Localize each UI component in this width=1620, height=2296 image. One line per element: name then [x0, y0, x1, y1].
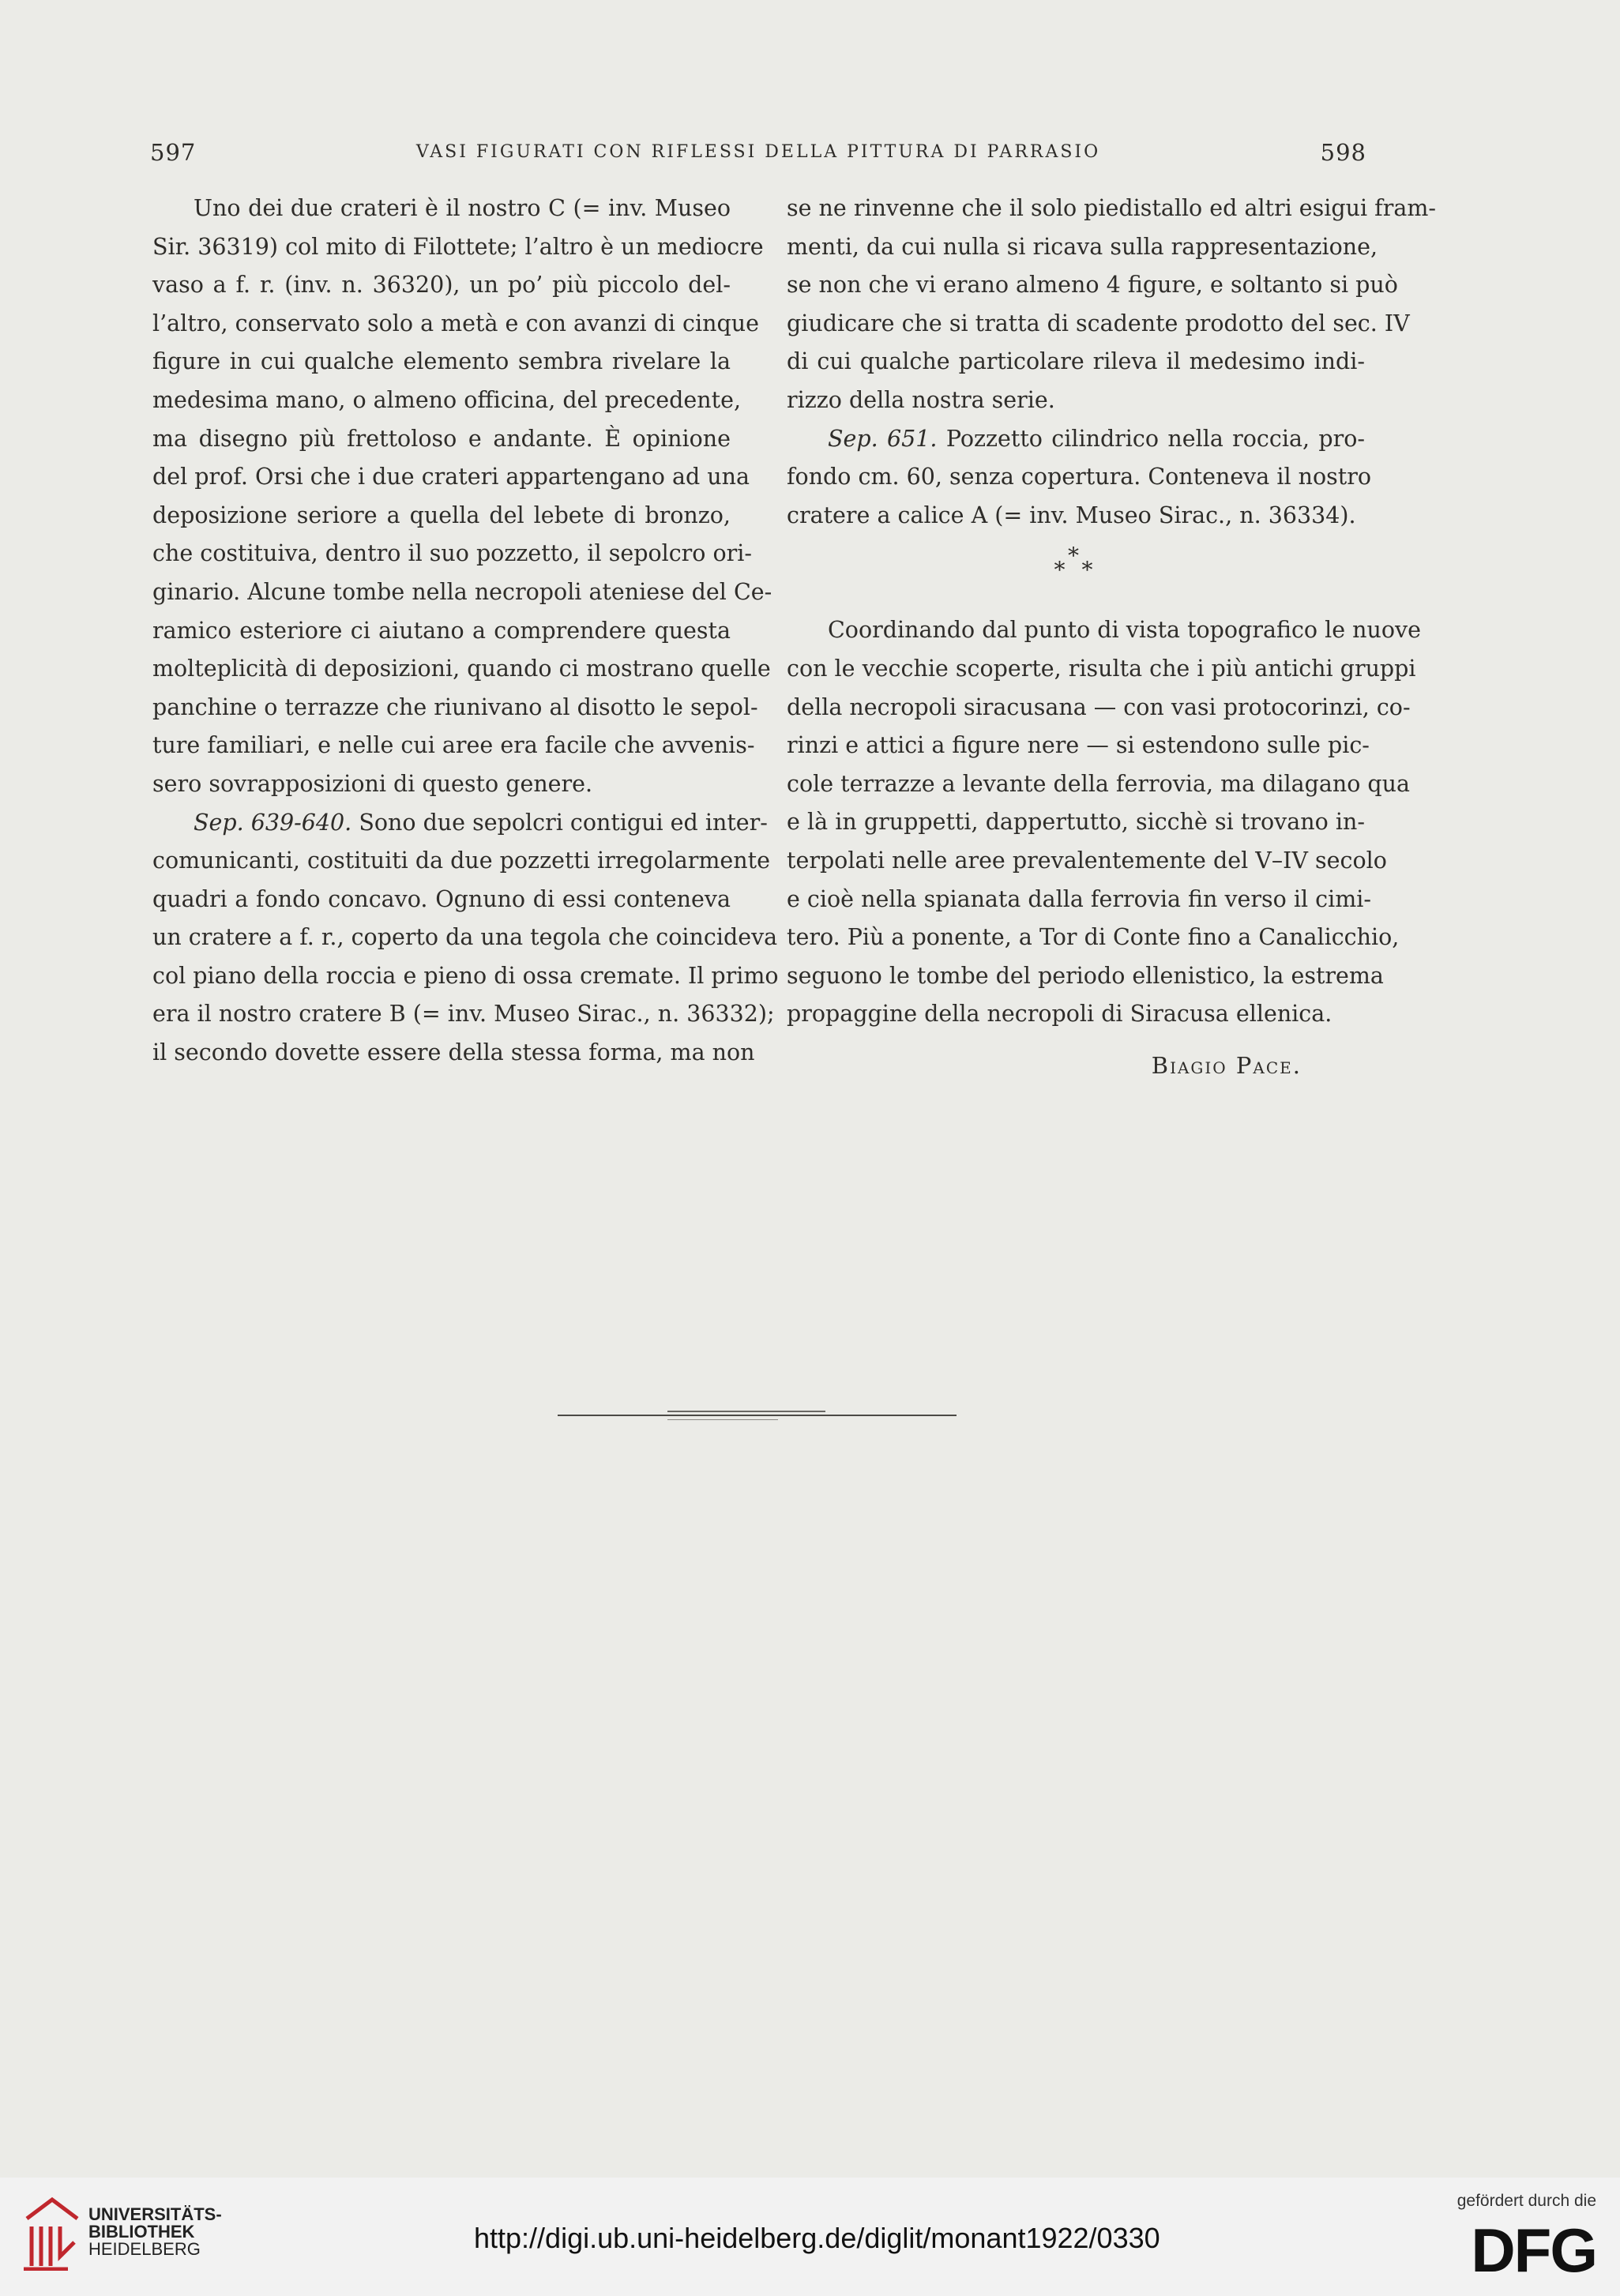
- end-rule-long: [558, 1415, 957, 1416]
- text-line: seguono le tombe del periodo ellenistico, la estrema: [787, 962, 1384, 989]
- asterism: [787, 535, 1365, 611]
- text-line: cratere a calice A (= inv. Museo Sirac., n. 36334).: [787, 502, 1356, 528]
- text-line: cole terrazze a levante della ferrovia, ma dilagano qua: [787, 770, 1411, 797]
- text-line: Sir. 36319) col mito di Filottete; l’altro è un mediocre: [152, 233, 764, 260]
- text-line: terpolati nelle aree prevalentemente del V–IV secolo: [787, 847, 1387, 874]
- text-line: il secondo dovette essere della stessa forma, ma non: [152, 1039, 755, 1066]
- author-signature: Biagio Pace.: [1151, 1051, 1302, 1079]
- text-line: l’altro, conservato solo a metà e con avanzi di cinque: [152, 310, 759, 336]
- text-line: con le vecchie scoperte, risulta che i più antichi gruppi: [787, 655, 1416, 682]
- paragraph-first-line: [152, 804, 768, 843]
- ub-heidelberg-logo-icon: [21, 2195, 84, 2271]
- dfg-logo: DFG: [1471, 2215, 1596, 2285]
- left-column: [152, 190, 779, 1073]
- running-title: VASI FIGURATI CON RIFLESSI DELLA PITTURA DI PARRASIO: [415, 142, 1101, 162]
- text-line: quadri a fondo concavo. Ognuno di essi conteneva: [152, 885, 731, 912]
- text-line: un cratere a f. r., coperto da una tegola che coincideva: [152, 924, 778, 951]
- library-name-line: BIBLIOTHEK: [88, 2222, 195, 2242]
- text-line: medesima mano, o almeno officina, del precedente,: [152, 386, 742, 413]
- text-line: molteplicità di deposizioni, quando ci mostrano quelle: [152, 656, 771, 682]
- text-line: rizzo della nostra serie.: [787, 386, 1055, 413]
- text-line: sero sovrapposizioni di questo genere.: [152, 770, 593, 797]
- digitization-footer: [0, 2178, 1620, 2296]
- text-line: e cioè nella spianata dalla ferrovia fin verso il cimi-: [787, 885, 1372, 912]
- library-name-line: UNIVERSITÄTS-: [88, 2204, 222, 2224]
- text-line: se non che vi erano almeno 4 figure, e soltanto si può: [787, 272, 1398, 299]
- text-line: ginario. Alcune tombe nella necropoli ateniese del Ce-: [152, 578, 772, 605]
- text-line: deposizione seriore a quella del lebete di bronzo,: [152, 502, 731, 528]
- text-line: tero. Più a ponente, a Tor di Conte fino a Canalicchio,: [787, 924, 1400, 951]
- page-number-right: 598: [1320, 139, 1366, 166]
- tomb-label: Sep. 639-640.: [194, 809, 352, 836]
- text-line: del prof. Orsi che i due crateri appartengano ad una: [152, 464, 750, 490]
- right-column: [787, 190, 1437, 1084]
- text-line: Coordinando dal punto di vista topografico le nuove: [828, 617, 1422, 644]
- text-line: giudicare che si tratta di scadente prodotto del sec. IV: [787, 310, 1410, 336]
- text-line: era il nostro cratere B (= inv. Museo Sirac., n. 36332);: [152, 1001, 775, 1028]
- text-line: menti, da cui nulla si ricava sulla rappresentazione,: [787, 233, 1378, 260]
- text-line: propaggine della necropoli di Siracusa ellenica.: [787, 1001, 1332, 1028]
- end-rule-shadow: [667, 1419, 778, 1420]
- text-span: Sono due sepolcri contigui ed inter-: [359, 809, 768, 836]
- text-line: della necropoli siracusana — con vasi protocorinzi, co-: [787, 693, 1411, 720]
- paragraph-first-line: [787, 420, 1365, 459]
- text-line: di cui qualche particolare rileva il medesimo indi-: [787, 348, 1365, 375]
- funder-label: gefördert durch die: [1456, 2192, 1596, 2210]
- text-line: se ne rinvenne che il solo piedistallo ed altri esigui fram-: [787, 195, 1437, 221]
- tomb-label: Sep. 651.: [828, 425, 938, 452]
- text-line: ture familiari, e nelle cui aree era facile che avvenis-: [152, 732, 755, 759]
- text-line: e là in gruppetti, dappertutto, sicchè si trovano in-: [787, 809, 1365, 836]
- running-header: [150, 139, 1366, 174]
- text-line: comunicanti, costituiti da due pozzetti irregolarmente: [152, 847, 770, 874]
- end-rule-short: [667, 1411, 825, 1412]
- text-line: vaso a f. r. (inv. n. 36320), un po’ più piccolo del-: [152, 272, 731, 299]
- asterism-glyphs: * * *: [1054, 543, 1098, 584]
- text-span: Pozzetto cilindrico nella roccia, pro-: [945, 425, 1365, 452]
- permalink[interactable]: http://digi.ub.uni-heidelberg.de/diglit/monant1922/0330: [474, 2222, 1160, 2254]
- text-line: Uno dei due crateri è il nostro C (= inv. Museo: [194, 195, 731, 221]
- text-line: fondo cm. 60, senza copertura. Conteneva il nostro: [787, 464, 1371, 490]
- library-name-line: HEIDELBERG: [88, 2239, 201, 2259]
- text-line: figure in cui qualche elemento sembra rivelare la: [152, 348, 731, 375]
- text-line: panchine o terrazze che riunivano al disotto le sepol-: [152, 693, 758, 720]
- text-line: rinzi e attici a figure nere — si estendono sulle pic-: [787, 732, 1370, 759]
- text-line: che costituiva, dentro il suo pozzetto, il sepolcro ori-: [152, 540, 753, 567]
- text-line: ramico esteriore ci aiutano a comprendere questa: [152, 617, 731, 644]
- page-number-left: 597: [150, 139, 197, 166]
- text-line: ma disegno più frettoloso e andante. È opinione: [152, 425, 731, 452]
- library-name: [88, 2206, 222, 2258]
- text-line: col piano della roccia e pieno di ossa cremate. Il primo: [152, 962, 779, 989]
